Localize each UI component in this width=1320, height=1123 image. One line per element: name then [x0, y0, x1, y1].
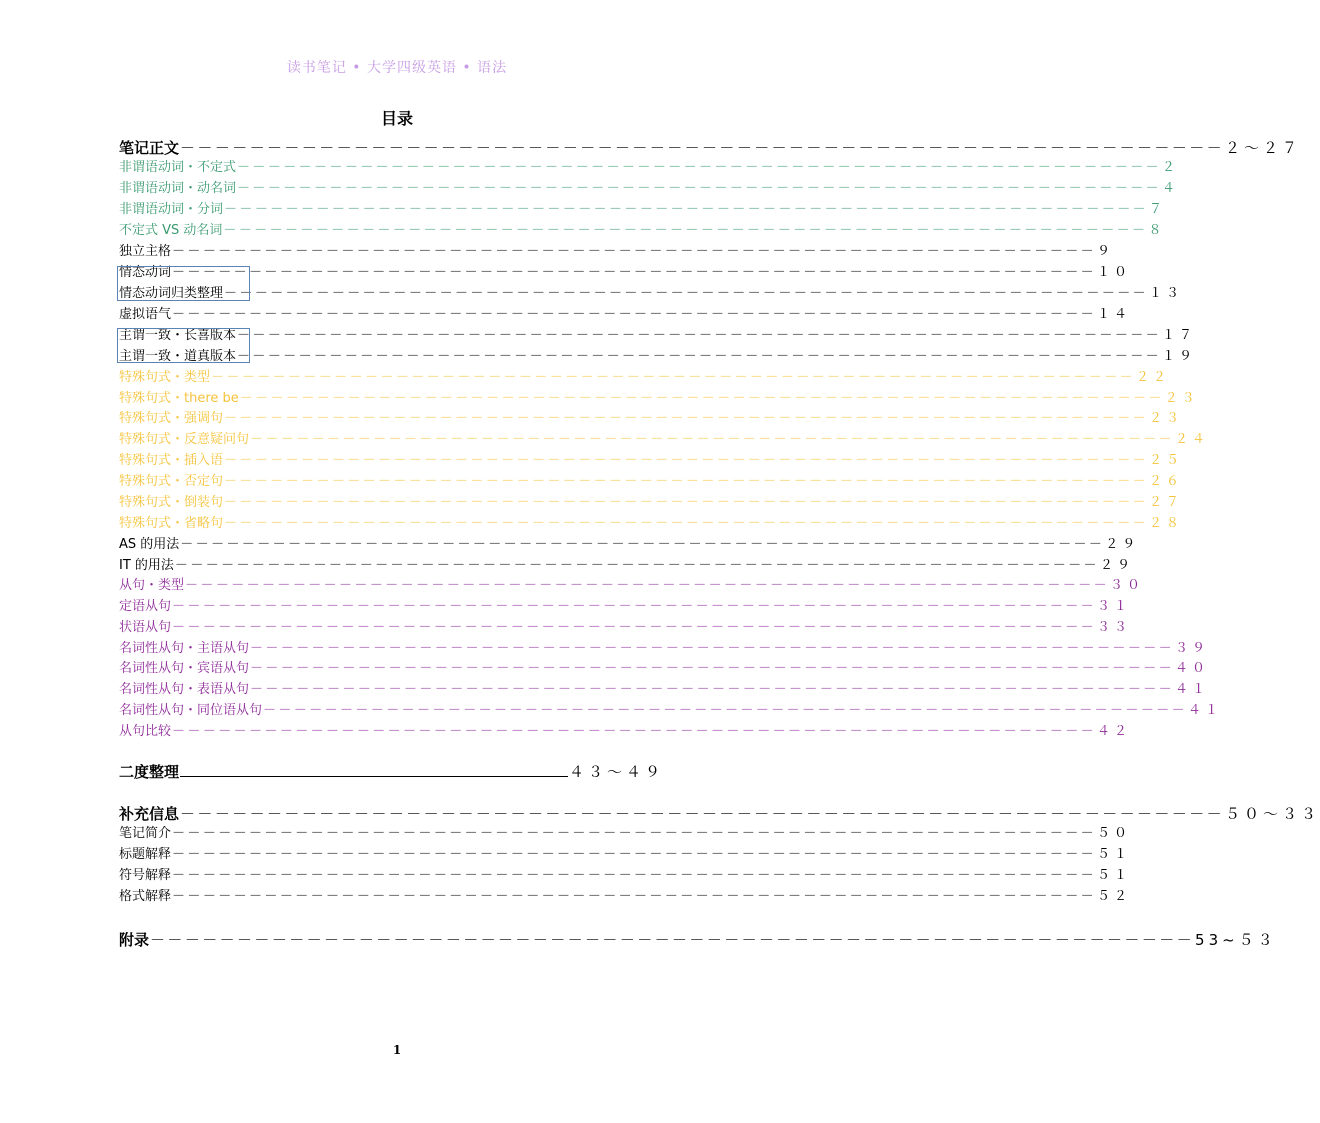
- toc-leader: －－－－－－－－－－－－－－－－－－－－－－－－－－－－－－－－－－－－－－－－－－－－－－－－－－－－－－－－－－－－: [150, 931, 1195, 949]
- highlight-box-agreement: [117, 328, 250, 363]
- toc-entry-page: ２４: [1175, 432, 1210, 447]
- toc-entry-page: ２９: [1099, 558, 1134, 573]
- toc-entry[interactable]: [119, 200, 1167, 220]
- toc-entry-label: 特殊句式・否定句: [119, 474, 224, 489]
- toc-entry-page: ５１: [1097, 868, 1132, 883]
- toc-entry-label: IT 的用法: [119, 558, 174, 573]
- toc-entry-label: 主谓一致・道真版本: [119, 349, 237, 364]
- toc-leader: －－－－－－－－－－－－－－－－－－－－－－－－－－－－－－－－－－－－－－－－－－－－－－－－－－－－－－－－－－－－: [172, 265, 1097, 280]
- toc-leader: －－－－－－－－－－－－－－－－－－－－－－－－－－－－－－－－－－－－－－－－－－－－－－－－－－－－－－－－－－－－: [263, 703, 1188, 718]
- toc-entry[interactable]: [119, 472, 1184, 492]
- toc-leader: －－－－－－－－－－－－－－－－－－－－－－－－－－－－－－－－－－－－－－－－－－－－－－－－－－－－－－－－－－－－: [180, 537, 1105, 552]
- toc-entry-page: ２８: [1149, 516, 1184, 531]
- toc-heading-label: 笔记正文: [119, 139, 180, 157]
- toc-entry-page: １４: [1097, 307, 1132, 322]
- toc-entry-page: ２２: [1136, 370, 1171, 385]
- toc-entry-label: 不定式 VS 动名词: [119, 223, 223, 238]
- toc-entry-label: 名词性从句・宾语从句: [119, 661, 250, 676]
- toc-entry-page: ２３: [1149, 411, 1184, 426]
- toc-entry-page: ５２: [1097, 889, 1132, 904]
- toc-entry[interactable]: [119, 701, 1223, 721]
- toc-entry[interactable]: [119, 451, 1184, 471]
- toc-entry-label: 名词性从句・表语从句: [119, 682, 250, 697]
- toc-leader: －－－－－－－－－－－－－－－－－－－－－－－－－－－－－－－－－－－－－－－－－－－－－－－－－－－－－－－－－－－－: [172, 847, 1097, 862]
- toc-entry-label: 特殊句式・there be: [119, 391, 239, 406]
- toc-entry-page: ２６: [1149, 474, 1184, 489]
- toc-entry-page: ９: [1097, 244, 1115, 259]
- toc-entry-label: 非谓语动词・动名词: [119, 181, 237, 196]
- toc-leader: －－－－－－－－－－－－－－－－－－－－－－－－－－－－－－－－－－－－－－－－－－－－－－－－－－－－－－－－－－－－: [237, 349, 1162, 364]
- toc-leader: －－－－－－－－－－－－－－－－－－－－－－－－－－－－－－－－－－－－－－－－－－－－－－－－－－－－－－－－－－－－: [250, 661, 1175, 676]
- toc-leader: －－－－－－－－－－－－－－－－－－－－－－－－－－－－－－－－－－－－－－－－－－－－－－－－－－－－－－－－－－－－: [172, 307, 1097, 322]
- page-number: 1: [392, 1043, 402, 1057]
- toc-entry[interactable]: [119, 722, 1132, 742]
- toc-entry-label: 从句・类型: [119, 578, 185, 593]
- toc-entry-label: 非谓语动词・不定式: [119, 160, 237, 175]
- toc-entry-page: ３０: [1110, 578, 1145, 593]
- toc-leader: －－－－－－－－－－－－－－－－－－－－－－－－－－－－－－－－－－－－－－－－－－－－－－－－－－－－－－－－－－－－: [172, 620, 1097, 635]
- toc-entry-label: 笔记简介: [119, 826, 172, 841]
- toc-entry[interactable]: [119, 535, 1140, 555]
- toc-leader: －－－－－－－－－－－－－－－－－－－－－－－－－－－－－－－－－－－－－－－－－－－－－－－－－－－－－－－－－－－－: [185, 578, 1110, 593]
- toc-entry-label: 状语从句: [119, 620, 172, 635]
- toc-entry[interactable]: [119, 389, 1199, 409]
- toc-leader: －－－－－－－－－－－－－－－－－－－－－－－－－－－－－－－－－－－－－－－－－－－－－－－－－－－－－－－－－－－－: [224, 516, 1149, 531]
- toc-leader: －－－－－－－－－－－－－－－－－－－－－－－－－－－－－－－－－－－－－－－－－－－－－－－－－－－－－－－－－－－－: [224, 474, 1149, 489]
- toc-leader: －－－－－－－－－－－－－－－－－－－－－－－－－－－－－－－－－－－－－－－－－－－－－－－－－－－－－－－－－－－－: [211, 370, 1136, 385]
- toc-leader: －－－－－－－－－－－－－－－－－－－－－－－－－－－－－－－－－－－－－－－－－－－－－－－－－－－－－－－－－－－－: [180, 139, 1225, 157]
- toc-entry-page: ４０: [1175, 661, 1210, 676]
- toc-entry-page: １０: [1097, 265, 1132, 280]
- toc-entry[interactable]: [119, 866, 1132, 886]
- toc-entry-page: ４２: [1097, 724, 1132, 739]
- toc-heading-page: ５０～３３: [1225, 805, 1320, 823]
- toc-entry-label: 特殊句式・反意疑问句: [119, 432, 250, 447]
- toc-entry-page: ８: [1148, 223, 1166, 238]
- toc-entry-label: 标题解释: [119, 847, 172, 862]
- toc-entry-label: 特殊句式・类型: [119, 370, 211, 385]
- toc-entry-label: 定语从句: [119, 599, 172, 614]
- toc-entry-label: AS 的用法: [119, 537, 180, 552]
- toc-entry[interactable]: [119, 680, 1210, 700]
- toc-entry-page: １３: [1149, 286, 1184, 301]
- toc-entry-page: ３１: [1097, 599, 1132, 614]
- toc-leader: －－－－－－－－－－－－－－－－－－－－－－－－－－－－－－－－－－－－－－－－－－－－－－－－－－－－－－－－－－－－: [237, 328, 1162, 343]
- toc-entry-label: 名词性从句・同位语从句: [119, 703, 263, 718]
- toc-leader: －－－－－－－－－－－－－－－－－－－－－－－－－－－－－－－－－－－－－－－－－－－－－－－－－－－－－－－－－－－－: [172, 868, 1097, 883]
- toc-entry-page: ４１: [1188, 703, 1223, 718]
- toc-heading-page: ２～２７: [1225, 139, 1302, 157]
- toc-heading-label: 附录: [119, 931, 150, 949]
- toc-heading[interactable]: [119, 136, 1302, 160]
- toc-heading[interactable]: [119, 760, 664, 784]
- toc-entry[interactable]: [119, 576, 1145, 596]
- toc-heading[interactable]: [119, 928, 1277, 952]
- toc-heading-page: 53~５３: [1195, 931, 1277, 949]
- toc-entry-label: 特殊句式・插入语: [119, 453, 224, 468]
- running-header: 读书笔记 • 大学四级英语 • 语法: [286, 60, 508, 76]
- toc-heading-page: ４３～４９: [568, 763, 664, 781]
- highlight-box-modal-verbs: [117, 266, 250, 301]
- toc-heading-label: 补充信息: [119, 805, 180, 823]
- toc-leader: [180, 765, 568, 777]
- toc-entry-label: 非谓语动词・分词: [119, 202, 224, 217]
- toc-entry[interactable]: [119, 305, 1132, 325]
- toc-entry[interactable]: [119, 368, 1171, 388]
- toc-entry-page: ７: [1149, 202, 1167, 217]
- toc-entry[interactable]: [119, 556, 1134, 576]
- toc-entry-page: ２７: [1149, 495, 1184, 510]
- toc-entry[interactable]: [119, 639, 1210, 659]
- toc-entry-label: 虚拟语气: [119, 307, 172, 322]
- toc-entry-label: 特殊句式・省略句: [119, 516, 224, 531]
- toc-leader: －－－－－－－－－－－－－－－－－－－－－－－－－－－－－－－－－－－－－－－－－－－－－－－－－－－－－－－－－－－－: [172, 599, 1097, 614]
- toc-leader: －－－－－－－－－－－－－－－－－－－－－－－－－－－－－－－－－－－－－－－－－－－－－－－－－－－－－－－－－－－－: [224, 495, 1149, 510]
- toc-entry[interactable]: [119, 887, 1132, 907]
- toc-entry-page: ２９: [1105, 537, 1140, 552]
- toc-entry-page: １７: [1162, 328, 1197, 343]
- toc-entry-label: 特殊句式・倒装句: [119, 495, 224, 510]
- toc-entry-label: 情态动词归类整理: [119, 286, 224, 301]
- toc-entry-label: 符号解释: [119, 868, 172, 883]
- toc-entry-page: ３９: [1175, 641, 1210, 656]
- toc-entry-page: １９: [1162, 349, 1197, 364]
- toc-entry[interactable]: [119, 242, 1115, 262]
- toc-leader: －－－－－－－－－－－－－－－－－－－－－－－－－－－－－－－－－－－－－－－－－－－－－－－－－－－－－－－－－－－－: [239, 391, 1164, 406]
- toc-entry-label: 特殊句式・强调句: [119, 411, 224, 426]
- toc-entry-page: ４: [1162, 181, 1180, 196]
- toc-entry-page: ２５: [1149, 453, 1184, 468]
- toc-entry-label: 名词性从句・主语从句: [119, 641, 250, 656]
- toc-entry[interactable]: [119, 493, 1184, 513]
- toc-entry-label: 主谓一致・长喜版本: [119, 328, 237, 343]
- toc-entry[interactable]: [119, 597, 1132, 617]
- toc-leader: －－－－－－－－－－－－－－－－－－－－－－－－－－－－－－－－－－－－－－－－－－－－－－－－－－－－－－－－－－－－: [223, 223, 1148, 238]
- toc-entry-label: 从句比较: [119, 724, 172, 739]
- toc-leader: －－－－－－－－－－－－－－－－－－－－－－－－－－－－－－－－－－－－－－－－－－－－－－－－－－－－－－－－－－－－: [250, 682, 1175, 697]
- toc-entry[interactable]: [119, 158, 1180, 178]
- toc-entry[interactable]: [119, 514, 1184, 534]
- toc-leader: －－－－－－－－－－－－－－－－－－－－－－－－－－－－－－－－－－－－－－－－－－－－－－－－－－－－－－－－－－－－: [172, 889, 1097, 904]
- toc-entry-page: ５０: [1097, 826, 1132, 841]
- toc-leader: －－－－－－－－－－－－－－－－－－－－－－－－－－－－－－－－－－－－－－－－－－－－－－－－－－－－－－－－－－－－: [250, 432, 1175, 447]
- toc-entry-page: ２３: [1164, 391, 1199, 406]
- toc-leader: －－－－－－－－－－－－－－－－－－－－－－－－－－－－－－－－－－－－－－－－－－－－－－－－－－－－－－－－－－－－: [224, 411, 1149, 426]
- toc-heading[interactable]: [119, 802, 1320, 826]
- toc-leader: －－－－－－－－－－－－－－－－－－－－－－－－－－－－－－－－－－－－－－－－－－－－－－－－－－－－－－－－－－－－: [237, 160, 1162, 175]
- toc-entry[interactable]: [119, 179, 1180, 199]
- toc-leader: －－－－－－－－－－－－－－－－－－－－－－－－－－－－－－－－－－－－－－－－－－－－－－－－－－－－－－－－－－－－: [224, 202, 1149, 217]
- toc-entry[interactable]: [119, 659, 1210, 679]
- toc-entry-label: 格式解释: [119, 889, 172, 904]
- toc-title: 目录: [380, 109, 413, 128]
- toc-leader: －－－－－－－－－－－－－－－－－－－－－－－－－－－－－－－－－－－－－－－－－－－－－－－－－－－－－－－－－－－－: [180, 805, 1225, 823]
- toc-entry-page: ２: [1162, 160, 1180, 175]
- toc-leader: －－－－－－－－－－－－－－－－－－－－－－－－－－－－－－－－－－－－－－－－－－－－－－－－－－－－－－－－－－－－: [224, 453, 1149, 468]
- toc-entry[interactable]: [119, 824, 1132, 844]
- toc-leader: －－－－－－－－－－－－－－－－－－－－－－－－－－－－－－－－－－－－－－－－－－－－－－－－－－－－－－－－－－－－: [237, 181, 1162, 196]
- toc-leader: －－－－－－－－－－－－－－－－－－－－－－－－－－－－－－－－－－－－－－－－－－－－－－－－－－－－－－－－－－－－: [172, 724, 1097, 739]
- toc-entry[interactable]: [119, 221, 1166, 241]
- toc-leader: －－－－－－－－－－－－－－－－－－－－－－－－－－－－－－－－－－－－－－－－－－－－－－－－－－－－－－－－－－－－: [172, 826, 1097, 841]
- toc-leader: －－－－－－－－－－－－－－－－－－－－－－－－－－－－－－－－－－－－－－－－－－－－－－－－－－－－－－－－－－－－: [250, 641, 1175, 656]
- toc-entry[interactable]: [119, 618, 1132, 638]
- toc-entry-label: 独立主格: [119, 244, 172, 259]
- toc-entry-page: ４１: [1175, 682, 1210, 697]
- toc-leader: －－－－－－－－－－－－－－－－－－－－－－－－－－－－－－－－－－－－－－－－－－－－－－－－－－－－－－－－－－－－: [174, 558, 1099, 573]
- toc-leader: －－－－－－－－－－－－－－－－－－－－－－－－－－－－－－－－－－－－－－－－－－－－－－－－－－－－－－－－－－－－: [224, 286, 1149, 301]
- toc-entry-page: ３３: [1097, 620, 1132, 635]
- toc-entry[interactable]: [119, 409, 1184, 429]
- toc-entry-page: ５１: [1097, 847, 1132, 862]
- toc-heading-label: 二度整理: [119, 763, 180, 781]
- toc-entry[interactable]: [119, 845, 1132, 865]
- toc-leader: －－－－－－－－－－－－－－－－－－－－－－－－－－－－－－－－－－－－－－－－－－－－－－－－－－－－－－－－－－－－: [172, 244, 1097, 259]
- toc-entry-label: 情态动词: [119, 265, 172, 280]
- toc-entry[interactable]: [119, 430, 1210, 450]
